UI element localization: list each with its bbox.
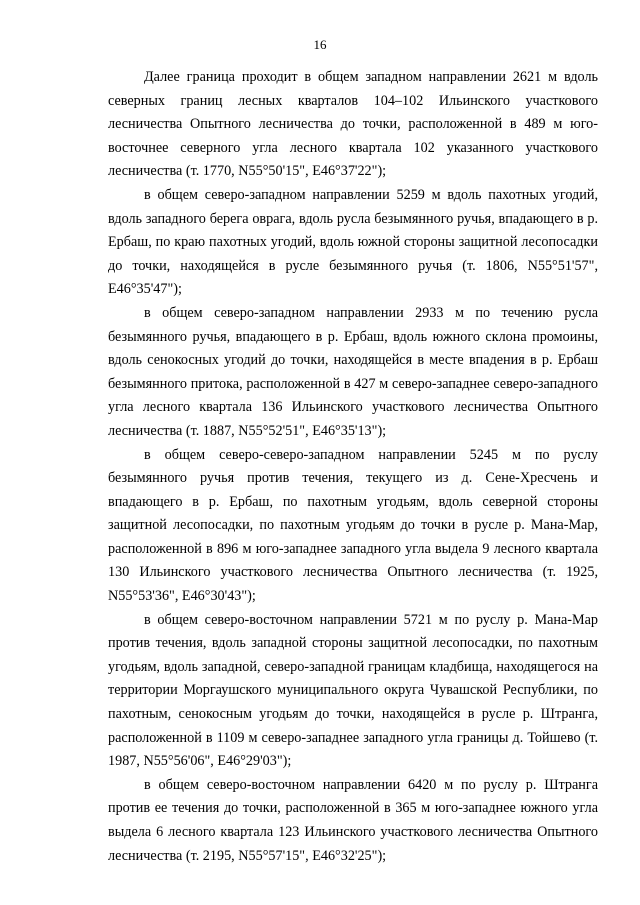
paragraph: в общем северо-западном направлении 2933 м по течению русла безымянного ручья, впадающего в р. Ербаш, вдоль южного склона промоины, вдоль сенокосных угодий до точки, находящейся в месте впадения в р. Ербаш безымянного притока, расположенной в 427 м северо-западнее северо-западного угла лесного квартала 136 Ильинского участкового лесничества Опытного лесничества (т. 1887, N55°52'51", E46°35'13"); [108, 304, 598, 439]
paragraph: в общем северо-восточном направлении 5721 м по руслу р. Мана-Мар против течения, вдоль западной стороны защитной лесопосадки, по пахотным угодьям, вдоль западной, северо-западной границам кладбища, находящегося на территории Моргаушского муниципального округа Чувашской Республики, по пахотным, сенокосным угодьям до точки, находящейся в русле р. Штранга, расположенной в 1109 м северо-западнее западного угла границы д. Тойшево (т. 1987, N55°56'06", E46°29'03"); [108, 611, 598, 770]
paragraph: в общем северо-западном направлении 5259 м вдоль пахотных угодий, вдоль западного берега оврага, вдоль русла безымянного ручья, впадающего в р. Ербаш, по краю пахотных угодий, вдоль южной стороны защитной лесопосадки до точки, находящейся в русле безымянного ручья (т. 1806, N55°51'57", E46°35'47"); [108, 186, 598, 298]
paragraph: в общем северо-северо-западном направлении 5245 м по руслу безымянного ручья против течения, текущего из д. Сене-Хресчень и впадающего в р. Ербаш, по пахотным угодьям, вдоль северной стороны защитной лесопосадки, по пахотным угодьям до точки в русле р. Мана-Мар, расположенной в 896 м юго-западнее западного угла выдела 9 лесного квартала 130 Ильинского участкового лесничества Опытного лесничества (т. 1925, N55°53'36", E46°30'43"); [108, 446, 598, 605]
paragraph: Далее граница проходит в общем западном направлении 2621 м вдоль северных границ лесных кварталов 104–102 Ильинского участкового лесничества Опытного лесничества до точки, расположенной в 489 м юго-восточнее северного угла лесного квартала 102 указанного участкового лесничества (т. 1770, N55°50'15", E46°37'22"); [108, 69, 598, 180]
page-number: 16 [313, 37, 327, 52]
paragraph: в общем северо-восточном направлении 6420 м по руслу р. Штранга против ее течения до точки, расположенной в 365 м юго-западнее южного угла выдела 6 лесного квартала 123 Ильинского участкового лесничества Опытного лесничества (т. 2195, N55°57'15", E46°32'25"); [108, 776, 598, 864]
document-body [108, 66, 598, 868]
